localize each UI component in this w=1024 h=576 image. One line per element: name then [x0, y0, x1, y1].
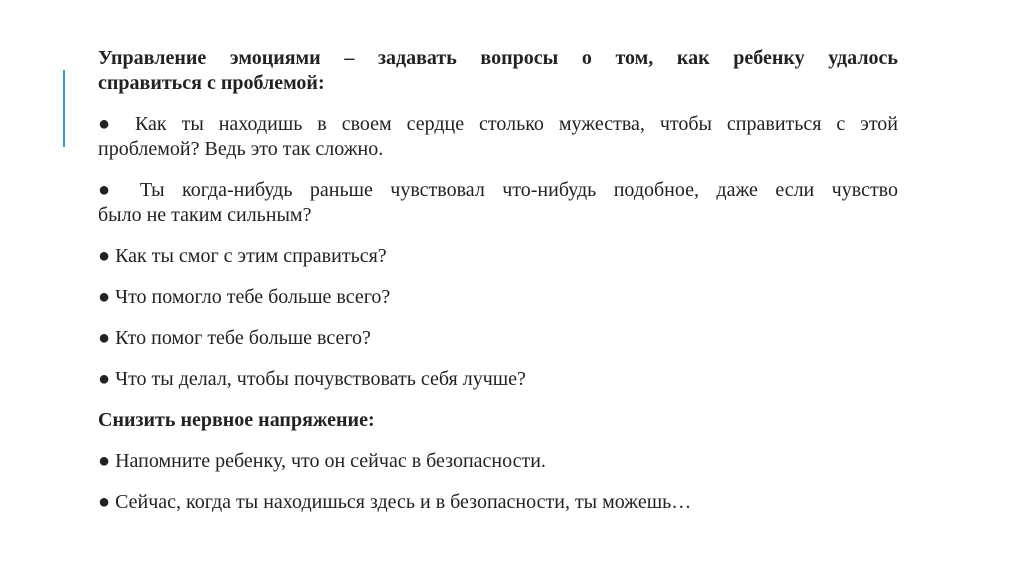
list-item: [98, 285, 898, 310]
accent-bar: [63, 70, 65, 147]
list-item: [98, 244, 898, 269]
list-item: [98, 326, 898, 351]
list-item-line: ● Сейчас, когда ты находишься здесь и в безопасности, ты можешь…: [98, 491, 692, 513]
list-item: [98, 112, 898, 162]
list-item: [98, 367, 898, 392]
list-item-line: ● Кто помог тебе больше всего?: [98, 327, 371, 349]
list-item-line: ● Как ты смог с этим справиться?: [98, 245, 387, 267]
heading-reduce-tension: [98, 408, 898, 433]
list-item-line: проблемой? Ведь это так сложно.: [98, 138, 384, 160]
list-item-line: ● Напомните ребенку, что он сейчас в безопасности.: [98, 450, 546, 472]
list-item-line: ● Что помогло тебе больше всего?: [98, 286, 391, 308]
heading-line: справиться с проблемой:: [98, 72, 325, 94]
slide-body: [98, 46, 898, 531]
list-item: [98, 178, 898, 228]
heading-line: Снизить нервное напряжение:: [98, 409, 375, 431]
heading-emotion-management: [98, 46, 898, 96]
list-item-line: ● Что ты делал, чтобы почувствовать себя лучше?: [98, 368, 526, 390]
heading-line: Управление эмоциями – задавать вопросы о том, как ребенку удалось: [98, 47, 898, 69]
list-item-line: ● Ты когда-нибудь раньше чувствовал что-нибудь подобное, даже если чувство: [98, 179, 898, 201]
list-item: [98, 449, 898, 474]
list-item-line: было не таким сильным?: [98, 204, 312, 226]
list-item: [98, 490, 898, 515]
list-item-line: ● Как ты находишь в своем сердце столько мужества, чтобы справиться с этой: [98, 113, 898, 135]
